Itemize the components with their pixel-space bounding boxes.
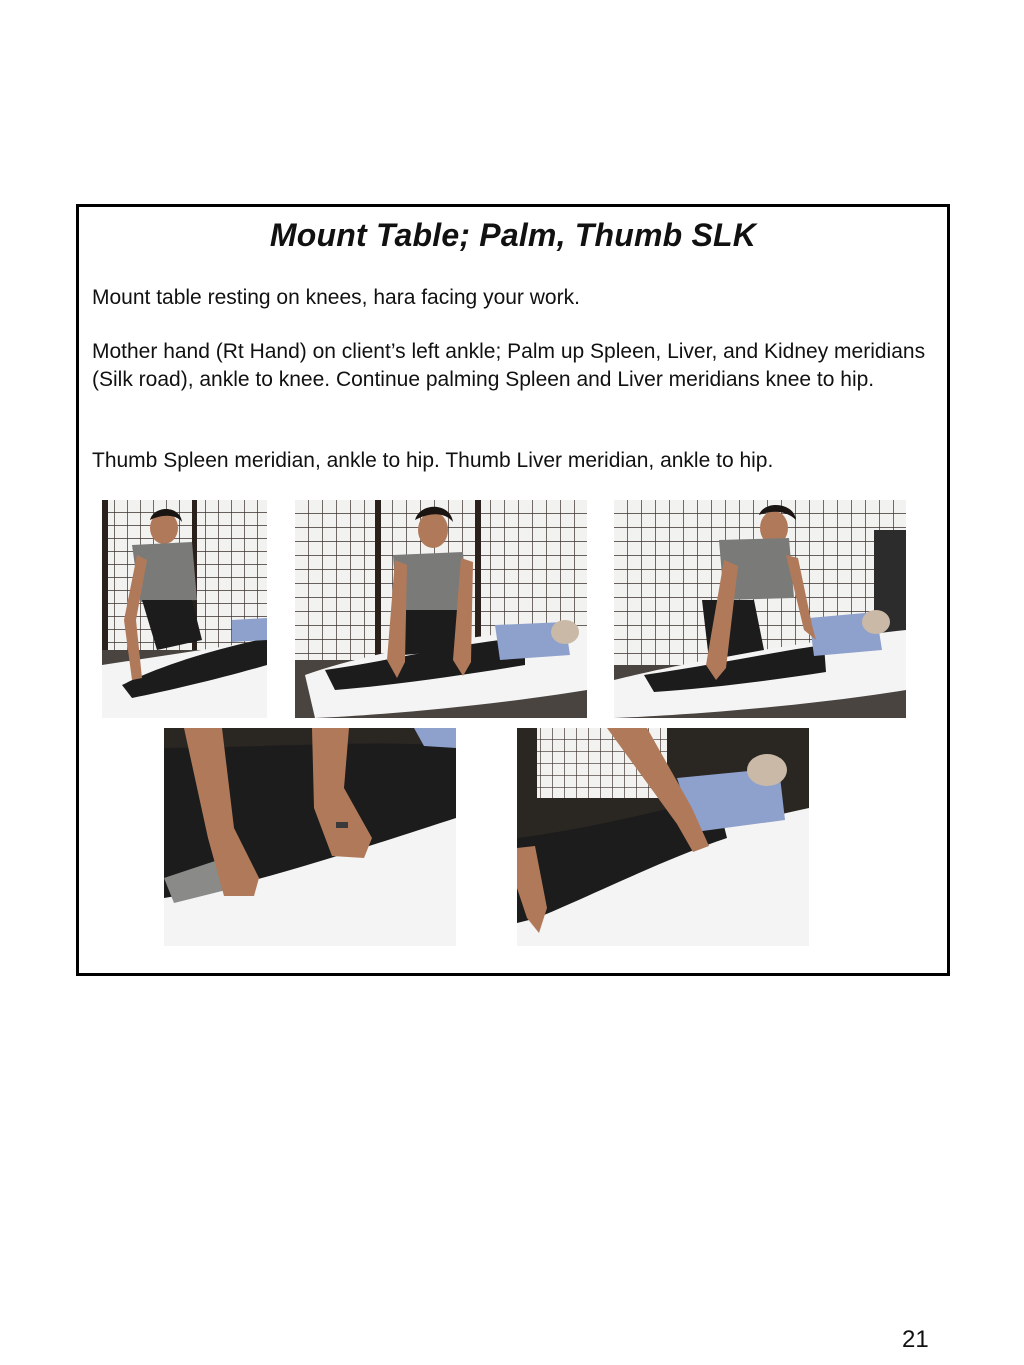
photo-palm-both-hands-leg (295, 500, 587, 718)
photo-palm-lean-over-client (614, 500, 906, 718)
content-frame (76, 204, 950, 976)
photo-closeup-hands-thigh (164, 728, 456, 946)
page-number: 21 (902, 1326, 929, 1353)
photo-kneel-reach-ankle (102, 500, 267, 718)
instruction-paragraph-2: Mother hand (Rt Hand) on client’s left ankle; Palm up Spleen, Liver, and Kidney meridians (Silk road), ankle to knee. Continue palming Spleen and Liver meridians knee to hip. (92, 340, 926, 391)
photo-thumb-hip (517, 728, 809, 946)
slide-title: Mount Table; Palm, Thumb SLK (269, 217, 757, 253)
instruction-paragraph-3: Thumb Spleen meridian, ankle to hip. Thumb Liver meridian, ankle to hip. (92, 449, 774, 472)
instruction-paragraph-1: Mount table resting on knees, hara facing your work. (92, 286, 580, 309)
